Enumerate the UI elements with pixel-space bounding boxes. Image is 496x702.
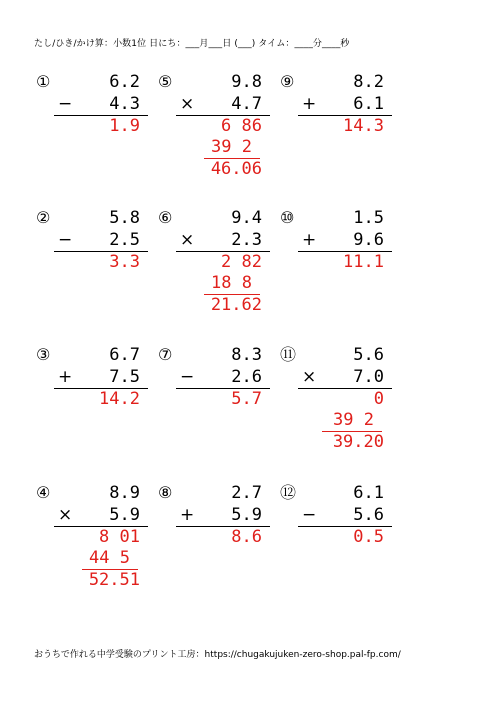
answer: 11.1 <box>343 252 384 272</box>
operator: + <box>302 94 317 114</box>
problem-number: ⑤ <box>158 72 173 91</box>
bottom-operand: 4.3 <box>109 94 140 114</box>
answer: 52.51 <box>88 570 140 590</box>
answer: 14.3 <box>343 116 384 136</box>
problem-number: ⑥ <box>158 208 173 227</box>
top-operand: 8.9 <box>109 483 140 503</box>
answer: 5.7 <box>231 389 262 409</box>
problem-8 <box>158 483 278 633</box>
partial-product-2: 39 2 <box>211 137 252 157</box>
bottom-operand: 6.1 <box>353 94 384 114</box>
answer: 21.62 <box>210 295 262 315</box>
problem-4 <box>36 483 156 633</box>
top-operand: 5.6 <box>353 345 384 365</box>
problem-number: ⑪ <box>280 345 297 364</box>
top-operand: 5.8 <box>109 208 140 228</box>
operator: − <box>180 367 195 387</box>
bottom-operand: 7.5 <box>109 367 140 387</box>
problem-10 <box>280 208 400 358</box>
bottom-operand: 2.6 <box>231 367 262 387</box>
top-operand: 8.2 <box>353 72 384 92</box>
problem-number: ⑩ <box>280 208 295 227</box>
problem-2 <box>36 208 156 358</box>
bottom-operand: 4.7 <box>231 94 262 114</box>
worksheet-header: たし/ひき/かけ算：小数1位 日にち：___月___日 (___) タイム：____分____秒 <box>34 39 350 49</box>
partial-product-2: 18 8 <box>211 273 252 293</box>
bottom-operand: 7.0 <box>353 367 384 387</box>
operator: − <box>58 94 73 114</box>
top-operand: 2.7 <box>231 483 262 503</box>
problem-number: ① <box>36 72 51 91</box>
answer: 0.5 <box>353 527 384 547</box>
problem-number: ⑨ <box>280 72 295 91</box>
operator: × <box>302 367 317 387</box>
operator: × <box>180 230 195 250</box>
operator: + <box>302 230 317 250</box>
top-operand: 1.5 <box>353 208 384 228</box>
bottom-operand: 2.3 <box>231 230 262 250</box>
problem-1 <box>36 72 156 222</box>
problem-3 <box>36 345 156 495</box>
problem-number: ② <box>36 208 51 227</box>
answer: 39.20 <box>332 432 384 452</box>
partial-product-2: 44 5 <box>89 548 130 568</box>
answer: 1.9 <box>109 116 140 136</box>
partial-product-2: 39 2 <box>333 410 374 430</box>
answer: 14.2 <box>99 389 140 409</box>
bottom-operand: 5.6 <box>353 505 384 525</box>
top-operand: 9.8 <box>231 72 262 92</box>
operator: + <box>58 367 73 387</box>
partial-product-1: 6 86 <box>221 116 262 136</box>
operator: + <box>180 505 195 525</box>
problem-number: ⑧ <box>158 483 173 502</box>
operator: − <box>58 230 73 250</box>
operator: × <box>58 505 73 525</box>
problem-7 <box>158 345 278 495</box>
operator: × <box>180 94 195 114</box>
problem-11 <box>280 345 400 495</box>
problem-number: ④ <box>36 483 51 502</box>
bottom-operand: 9.6 <box>353 230 384 250</box>
top-operand: 6.1 <box>353 483 384 503</box>
footer-credit: おうちで作れる中学受験のプリント工房：https://chugakujuken-zero-shop.pal-fp.com/ <box>34 650 401 660</box>
partial-product-1: 0 <box>373 389 384 409</box>
problem-number: ⑫ <box>280 483 297 502</box>
operator: − <box>302 505 317 525</box>
problem-6 <box>158 208 278 358</box>
answer: 46.06 <box>210 159 262 179</box>
answer: 3.3 <box>109 252 140 272</box>
partial-product-1: 2 82 <box>221 252 262 272</box>
bottom-operand: 2.5 <box>109 230 140 250</box>
bottom-operand: 5.9 <box>231 505 262 525</box>
problem-9 <box>280 72 400 222</box>
bottom-operand: 5.9 <box>109 505 140 525</box>
top-operand: 8.3 <box>231 345 262 365</box>
problem-number: ⑦ <box>158 345 173 364</box>
top-operand: 6.2 <box>109 72 140 92</box>
answer: 8.6 <box>231 527 262 547</box>
problem-number: ③ <box>36 345 51 364</box>
partial-product-1: 8 01 <box>99 527 140 547</box>
problem-12 <box>280 483 400 633</box>
top-operand: 6.7 <box>109 345 140 365</box>
top-operand: 9.4 <box>231 208 262 228</box>
problem-5 <box>158 72 278 222</box>
